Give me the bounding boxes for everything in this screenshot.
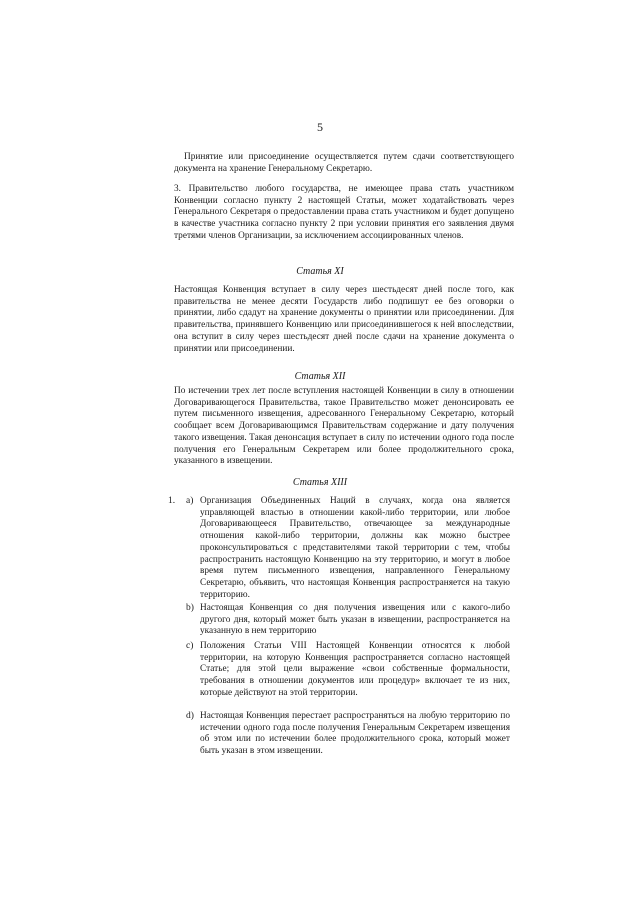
item-d-text: Настоящая Конвенция перестает распространяться на любую территорию по истечении одного года после получения Генеральным Секретарем извещения об этом или по истечении более продолжительного срока, который может быть указан в этом извещении. bbox=[200, 711, 510, 757]
paragraph-acceptance: Принятие или присоединение осуществляется путем сдачи соответствующего документа на хранение Генеральному Секретарю. bbox=[174, 152, 514, 174]
article-xiii-paragraph-number: 1. bbox=[168, 496, 176, 506]
item-b-text: Настоящая Конвенция со дня получения извещения или с какого-либо другого дня, который может быть указан в извещении, распространяется на указанную в нем территорию bbox=[200, 603, 510, 637]
heading-article-xi: Статья XI bbox=[296, 266, 344, 277]
page-number: 5 bbox=[317, 120, 323, 134]
item-a-label: a) bbox=[186, 496, 194, 506]
item-d-label: d) bbox=[186, 711, 194, 721]
item-b-label: b) bbox=[186, 603, 194, 613]
heading-article-xii: Статья XII bbox=[294, 371, 346, 382]
item-c-label: c) bbox=[186, 641, 194, 651]
item-c-text: Положения Статьи VIII Настоящей Конвенции относятся к любой территории, на которую Конвенция распространяется согласно настоящей Статье; для этой цели выражение «свои собственные формальности, требования в отношении документов или процедур» включает те из них, которые действуют на этой территории. bbox=[200, 641, 510, 698]
paragraph-3: 3. Правительство любого государства, не имеющее права стать участником Конвенции согласно пункту 2 настоящей Статьи, может ходатайствовать через Генерального Секретаря о предоставлении права стать участником и будет допущено в качестве участника согласно пункту 2 при условии принятия его заявления двумя третями членов Организации, за исключением ассоциированных членов. bbox=[174, 184, 514, 241]
article-xi-body: Настоящая Конвенция вступает в силу через шестьдесят дней после того, как правительства не менее десяти Государств либо подпишут ее без оговорки о принятии, либо сдадут на хранение документы о принятии или присоединении. Для правительства, принявшего Конвенцию или присоединившегося к ней впоследствии, она вступит в силу через шестьдесят дней после сдачи на хранение документа о принятии или присоединении. bbox=[174, 285, 514, 354]
heading-article-xiii: Статья XIII bbox=[292, 477, 348, 488]
article-xii-body: По истечении трех лет после вступления настоящей Конвенции в силу в отношении Договаривающегося Правительства, такое Правительство может денонсировать ее путем письменного извещения, адресованного Генеральному Секретарю, который сообщает всем Договаривающимся Правительствам содержание и дату получения такого извещения. Такая денонсация вступает в силу по истечении одного года после получения его Генеральным Секретарем или более продолжительного срока, указанного в извещении. bbox=[174, 386, 514, 467]
item-a-text: Организация Объединенных Наций в случаях, когда она является управляющей властью в отношении какой-либо территории, или любое Договаривающееся Правительство, отвечающее за международные отношения какой-либо территории, должны как можно быстрее проконсультироваться с представителями такой территории с тем, чтобы распространить настоящую Конвенцию на эту территорию, и могут в любое время путем письменного извещения, направленного Генеральному Секретарю, объявить, что настоящая Конвенция распространяется на такую территорию. bbox=[200, 496, 510, 600]
